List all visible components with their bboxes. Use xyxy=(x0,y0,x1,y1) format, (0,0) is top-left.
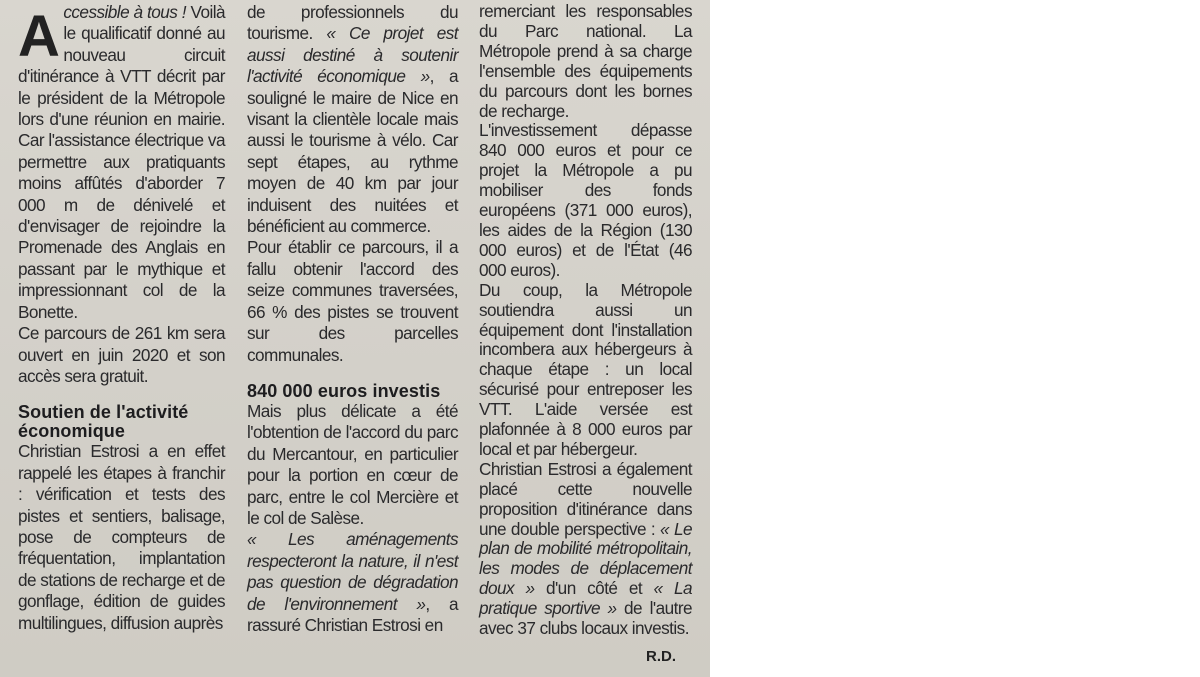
author-signature: R.D. xyxy=(646,648,676,665)
paragraph-funding: L'investissement dépasse 840 000 euros et pour ce projet la Métropole a pu mobiliser des fonds européens (371 000 euros), les aides de la Région (130 000 euros) et de l'État (46 000 euros). xyxy=(479,120,692,280)
column-2 xyxy=(247,2,458,636)
paragraph-mercantour: Mais plus délicate a été l'obtention de l'accord du parc du Mercantour, en particulier pour la portion en cœur de parc, entre le col Mercière et le col de Salèse. xyxy=(247,400,458,528)
mobility-quote: « Le plan de mobilité métropolitain, les modes de déplacement doux » xyxy=(479,518,692,599)
steps-quote-continued: « Ce projet est aussi destiné à soutenir l'activité économique » xyxy=(247,23,458,87)
paragraph-steps xyxy=(18,441,225,634)
sport-quote: « La pratique sportive » xyxy=(479,578,692,619)
paragraph-nature-quote xyxy=(247,529,458,636)
paragraph-steps-continued xyxy=(247,2,458,237)
section-heading-investment: 840 000 euros investis xyxy=(247,380,441,401)
dropcap-letter: A xyxy=(18,4,60,69)
intro-italic: ccessible à tous ! xyxy=(63,2,187,22)
paragraph-opening-date: Ce parcours de 261 km sera ouvert en juin 2020 et son accès sera gratuit. xyxy=(18,323,225,386)
paragraph-bike-storage: Du coup, la Métropole soutiendra aussi un équipement dont l'installation incombera aux hébergeurs à chaque étape : un local sécurisé pour entreposer les VTT. L'aide versée est plafonnée à 8 000 euros par local et par hébergeur. xyxy=(479,279,692,459)
nature-text: , a rassuré Christian Estrosi en xyxy=(247,593,459,635)
nature-text-continued: remerciant les responsables du Parc national. La Métropole prend à sa charge l'ensemble des équipements du parcours dont les bornes de recharge. xyxy=(479,1,692,121)
column-1 xyxy=(18,2,225,634)
nature-quote: « Les aménagements respecteront la nature, il n'est pas question de dégradation de l'environnement » xyxy=(247,529,458,614)
steps-text-continued: de professionnels du tourisme. xyxy=(247,2,458,44)
intro-text: Voilà le qualificatif donné au nouveau circuit d'itinérance à VTT décrit par le président de la Métropole lors d'une réunion en mairie. Car l'assistance électrique va permettre aux pratiquants moins affûtés d'aborder 7 000 m de dénivelé et d'envisager de rejoindre la Promenade des Anglais en passant par le mythique et impressionnant col de la Bonette. xyxy=(18,2,226,322)
paragraph-nature-quote-continued xyxy=(479,2,692,121)
paragraph-communes: Pour établir ce parcours, il a fallu obtenir l'accord des seize communes traversées, 66 % des pistes se trouvent sur des parcelles communales. xyxy=(247,237,458,365)
intro-paragraph xyxy=(18,2,225,323)
perspective-end: de l'autre avec 37 clubs locaux investis. xyxy=(479,598,692,639)
spacer xyxy=(247,366,458,382)
perspective-mid: d'un côté et xyxy=(534,578,654,599)
paragraph-perspective xyxy=(479,460,692,639)
section-heading-economy: Soutien de l'activité économique xyxy=(18,402,189,442)
column-3 xyxy=(479,2,692,639)
steps-text: Christian Estrosi a en effet rappelé les étapes à franchir : vérification et tests des pistes et sentiers, balisage, pose de compteurs de fréquentation, implantation de stations de recharge et de gonflage, édition de guides multilingues, diffusion auprès xyxy=(18,441,225,633)
steps-text-end-continued: , a souligné le maire de Nice en visant la clientèle locale mais aussi le tourisme à vélo. Car sept étapes, au rythme moyen de 40 km par jour induisent des nuitées et bénéficient au commerce. xyxy=(247,66,458,237)
perspective-text: Christian Estrosi a également placé cette nouvelle proposition d'itinérance dans une double perspective : xyxy=(479,458,692,539)
